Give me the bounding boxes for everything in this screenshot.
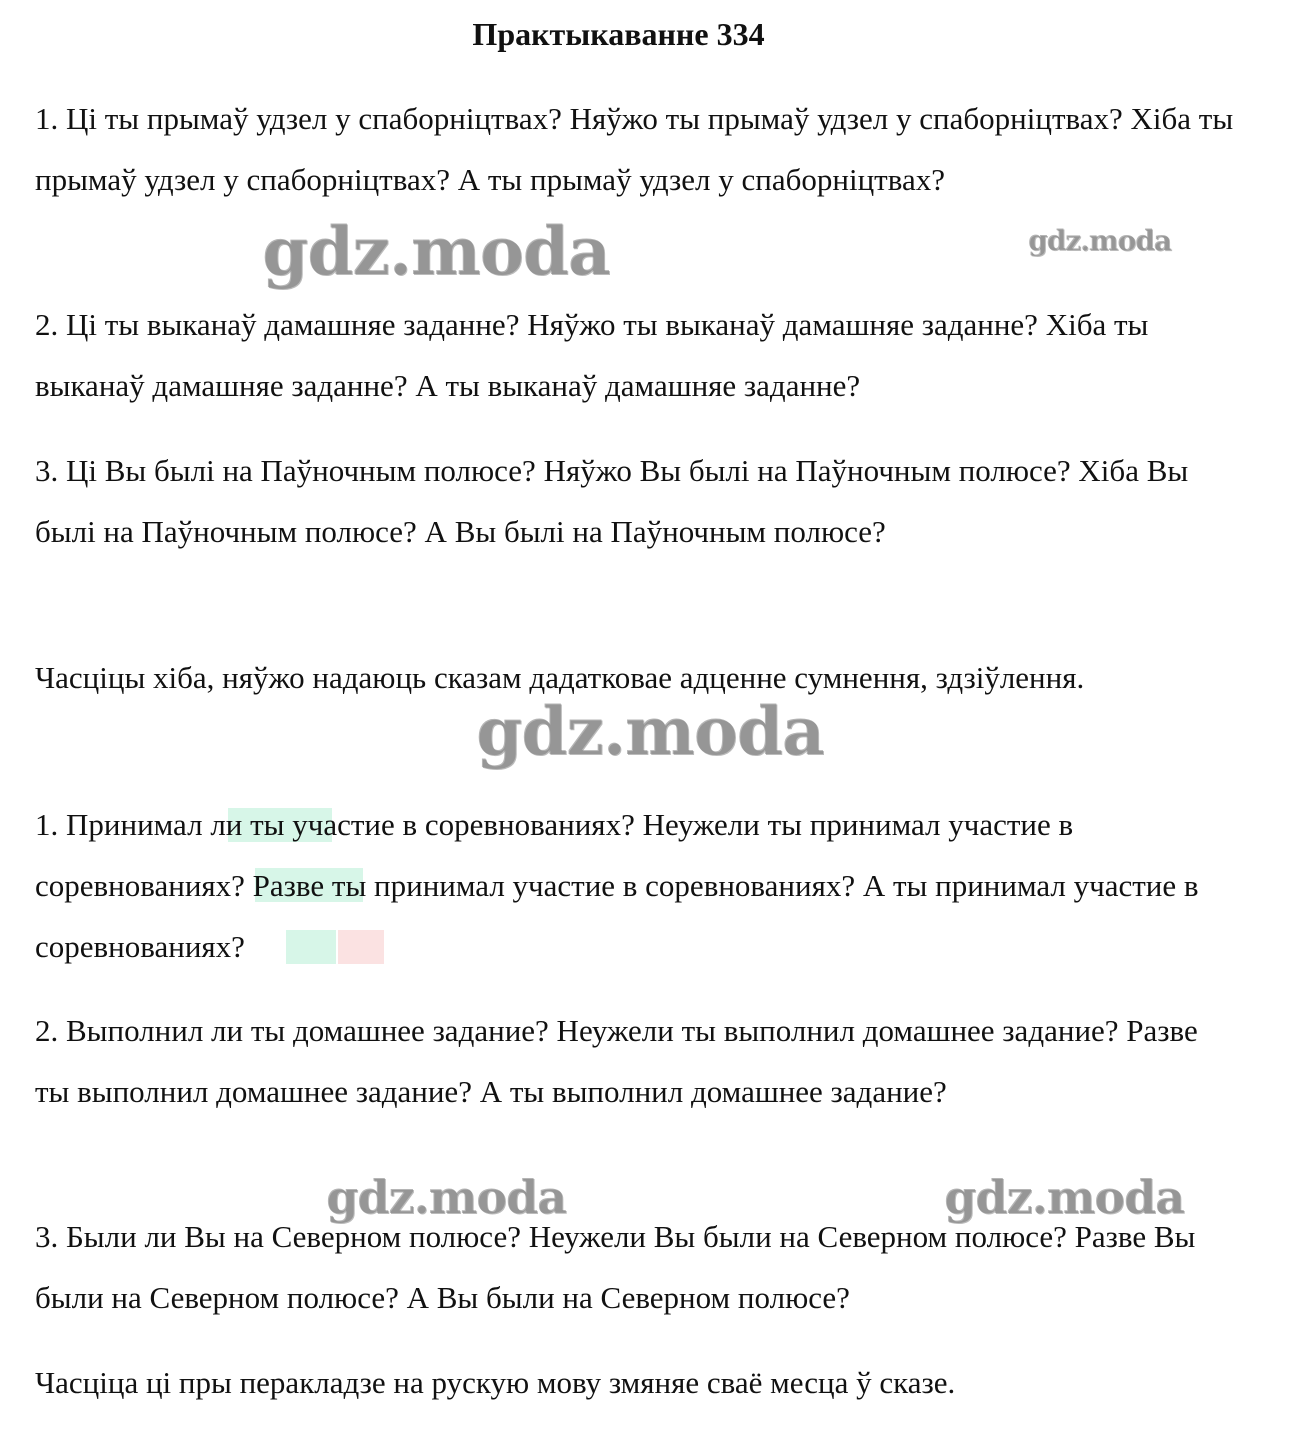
watermark-logo: gdz.moda: [326, 1170, 566, 1224]
watermark-logo: gdz.moda: [476, 692, 824, 770]
watermark-logo: gdz.moda: [262, 212, 610, 290]
paragraph-ru-2: 2. Выполнил ли ты домашнее задание? Неужели ты выполнил домашнее задание? Разве ты выполнил домашнее задание? А ты выполнил домашнее задание?: [35, 1013, 1198, 1109]
paragraph-by-note: Часціцы хіба, няўжо надаюць сказам дадатковае адценне сумнення, здзіўлення.: [35, 660, 1085, 695]
paragraph-by-2: 2. Ці ты выканаў дамашняе заданне? Няўжо ты выканаў дамашняе заданне? Хіба ты выканаў дамашняе заданне? А ты выканаў дамашняе заданне?: [35, 307, 1149, 403]
watermark-logo: gdz.moda: [1028, 224, 1171, 257]
paragraph-by-1: 1. Ці ты прымаў удзел у спаборніцтвах? Няўжо ты прымаў удзел у спаборніцтвах? Хіба ты прымаў удзел у спаборніцтвах? А ты прымаў удзел у спаборніцтвах?: [35, 101, 1234, 197]
paragraph-ru-1: 1. Принимал ли ты участие в соревнованиях? Неужели ты принимал участие в соревнованиях? Разве ты принимал участие в соревнованиях? А ты принимал участие в соревнованиях?: [35, 807, 1199, 964]
paragraph-ru-note: Часціца ці пры перакладзе на рускую мову змяняе сваё месца ў сказе.: [35, 1365, 956, 1400]
watermark-logo: gdz.moda: [944, 1170, 1184, 1224]
paragraph-by-3: 3. Ці Вы былі на Паўночным полюсе? Няўжо Вы былі на Паўночным полюсе? Хіба Вы былі на Паўночным полюсе? А Вы былі на Паўночным полюсе?: [35, 453, 1189, 549]
page-title: Практыкаванне 334: [472, 16, 765, 52]
paragraph-ru-3: 3. Были ли Вы на Северном полюсе? Неужели Вы были на Северном полюсе? Разве Вы были на Северном полюсе? А Вы были на Северном полюсе?: [35, 1219, 1196, 1315]
